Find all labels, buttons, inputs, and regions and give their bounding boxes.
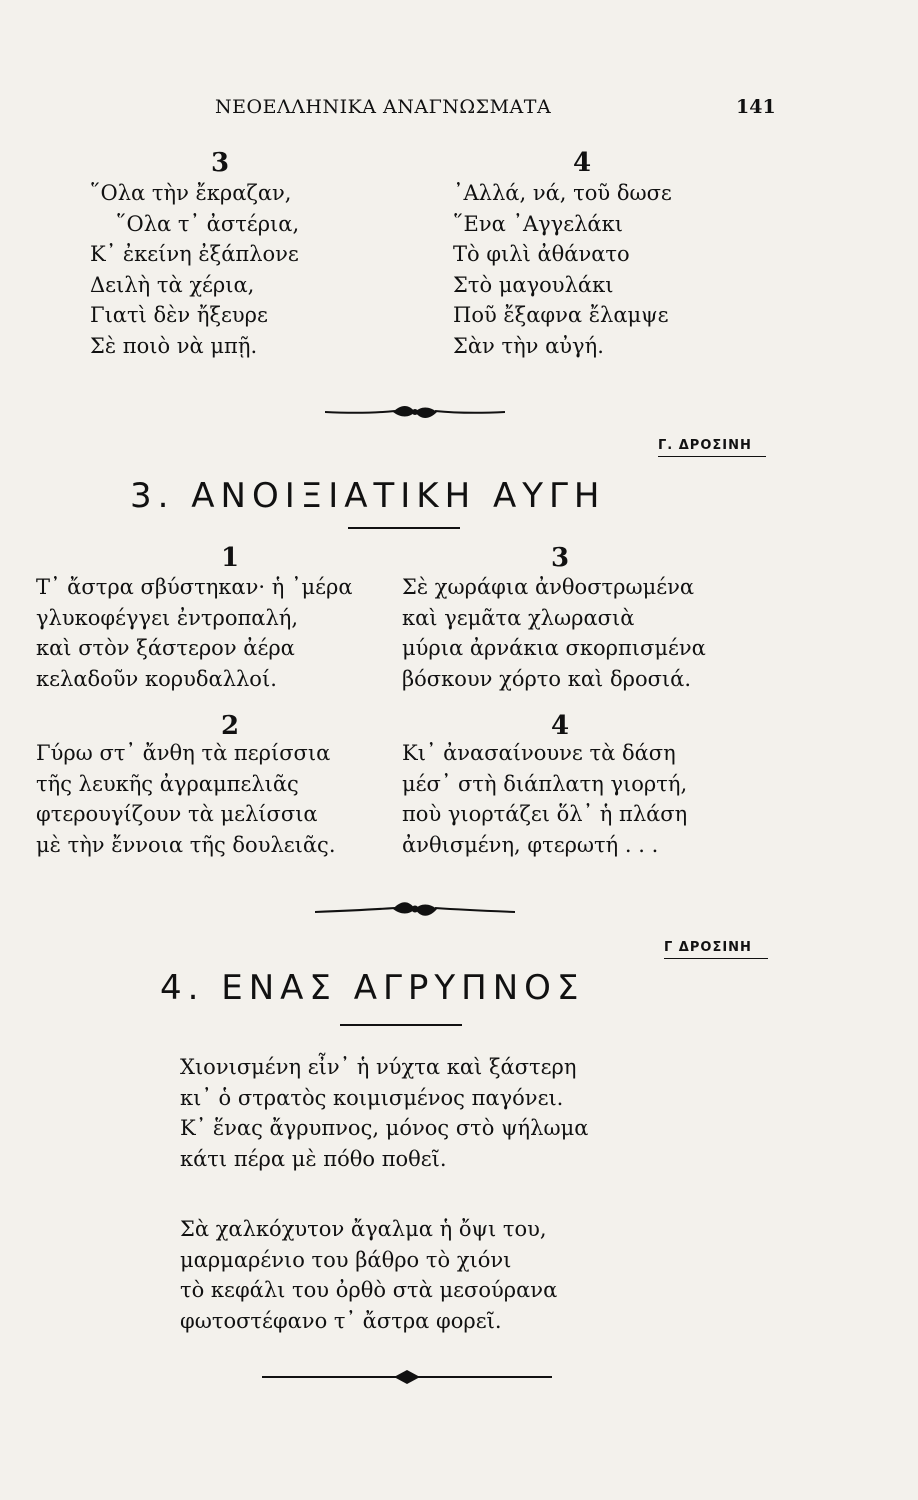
verse-line: καὶ στὸν ξάστερον ἀέρα: [36, 636, 295, 660]
verse-line: Σὲ χωράφια ἀνθοστρωμένα: [402, 575, 695, 599]
title-rule: [340, 1024, 462, 1026]
verse-line: μὲ τὴν ἔννοια τῆς δουλειᾶς.: [36, 832, 336, 857]
verse-line: ῞Ολα τὴν ἔκραζαν,: [90, 181, 292, 205]
verse-line: Τ᾽ ἄστρα σβύστηκαν· ἡ ᾽μέρα: [36, 575, 353, 599]
ornament-divider: [315, 898, 515, 920]
verse-line: καὶ γεμᾶτα χλωρασιὰ: [402, 605, 635, 630]
stanza-lines: [453, 178, 672, 361]
page-header: [0, 96, 918, 126]
verse-line: φωτοστέφανο τ᾽ ἄστρα φορεῖ.: [180, 1308, 502, 1333]
title-rule: [348, 527, 460, 529]
running-title: ΝΕΟΕΛΛΗΝΙΚΑ ΑΝΑΓΝΩΣΜΑΤΑ: [215, 96, 552, 118]
verse-line: γλυκοφέγγει ἐντροπαλή,: [36, 605, 299, 630]
verse-line: ῞Ενα ᾽Αγγελάκι: [453, 211, 623, 236]
stanza-lines: [36, 738, 336, 860]
verse-line: ἀνθισμένη, φτερωτή . . .: [402, 832, 659, 857]
end-ornament: [262, 1368, 552, 1386]
stanza-lines: [180, 1214, 557, 1336]
verse-line: Γιατὶ δὲν ἤξευρε: [90, 303, 268, 327]
verse-line: κι᾽ ὁ στρατὸς κοιμισμένος παγόνει.: [180, 1085, 564, 1110]
verse-line: τὸ κεφάλι του ὀρθὸ στὰ μεσούρανα: [180, 1278, 558, 1302]
stanza-number: 4: [550, 711, 570, 741]
verse-line: κάτι πέρα μὲ πόθο ποθεῖ.: [180, 1146, 447, 1171]
author-underline: [658, 456, 766, 457]
stanza-lines: [402, 738, 687, 860]
verse-line: Κ᾽ ἕνας ἄγρυπνος, μόνος στὸ ψήλωμα: [180, 1116, 589, 1140]
stanza-lines: [402, 572, 706, 694]
verse-line: Κι᾽ ἀνασαίνουνε τὰ δάση: [402, 741, 676, 765]
verse-line: μαρμαρένιο του βάθρο τὸ χιόνι: [180, 1247, 512, 1272]
verse-line: Χιονισμένη εἶν᾽ ἡ νύχτα καὶ ξάστερη: [180, 1055, 577, 1079]
stanza-number: 3: [550, 543, 570, 573]
ornament-divider: [325, 402, 505, 422]
stanza-lines: [90, 178, 299, 361]
verse-line: μύρια ἀρνάκια σκορπισμένα: [402, 636, 706, 660]
verse-line: ᾽Αλλά, νά, τοῦ δωσε: [453, 181, 672, 205]
poem-title: 3. ΑΝΟΙΞΙΑΤΙΚΗ ΑΥΓΗ: [130, 476, 606, 516]
verse-line: μέσ᾽ στὴ διάπλατη γιορτή,: [402, 771, 688, 796]
verse-line: Σὲ ποιὸ νὰ μπῇ.: [90, 333, 258, 358]
verse-line: Γύρω στ᾽ ἄνθη τὰ περίσσια: [36, 741, 331, 765]
stanza-lines: [180, 1052, 588, 1174]
poem-title: 4. ΕΝΑΣ ΑΓΡΥΠΝΟΣ: [160, 968, 585, 1008]
stanza-lines: [36, 572, 353, 694]
verse-line: Δειλὴ τὰ χέρια,: [90, 272, 255, 297]
stanza-number: 3: [210, 148, 230, 178]
verse-line: βόσκουν χόρτο καὶ δροσιά.: [402, 666, 692, 691]
verse-line: Ποῦ ἔξαφνα ἔλαμψε: [453, 303, 669, 327]
verse-line: ποὺ γιορτάζει ὅλ᾽ ἡ πλάση: [402, 802, 688, 826]
author-signature: Γ. ΔΡΟΣΙΝΗ: [658, 438, 752, 453]
verse-line: κελαδοῦν κορυδαλλοί.: [36, 666, 277, 691]
author-underline: [664, 958, 768, 959]
verse-line: τῆς λευκῆς ἀγραμπελιᾶς: [36, 771, 299, 796]
verse-line: Σὰ χαλκόχυτον ἄγαλμα ἡ ὄψι του,: [180, 1217, 547, 1241]
verse-line: Τὸ φιλὶ ἀθάνατο: [453, 242, 630, 266]
stanza-number: 2: [220, 711, 240, 741]
verse-line: Κ᾽ ἐκείνη ἐξάπλονε: [90, 242, 299, 266]
verse-line: Σὰν τὴν αὐγή.: [453, 333, 604, 358]
stanza-number: 4: [572, 148, 592, 178]
verse-line: Στὸ μαγουλάκι: [453, 272, 614, 297]
verse-line: φτερουγίζουν τὰ μελίσσια: [36, 802, 318, 826]
verse-line: ῞Ολα τ᾽ ἀστέρια,: [116, 211, 300, 236]
page-number: 141: [736, 96, 776, 118]
author-signature: Γ ΔΡΟΣΙΝΗ: [664, 940, 752, 955]
stanza-number: 1: [220, 543, 240, 573]
